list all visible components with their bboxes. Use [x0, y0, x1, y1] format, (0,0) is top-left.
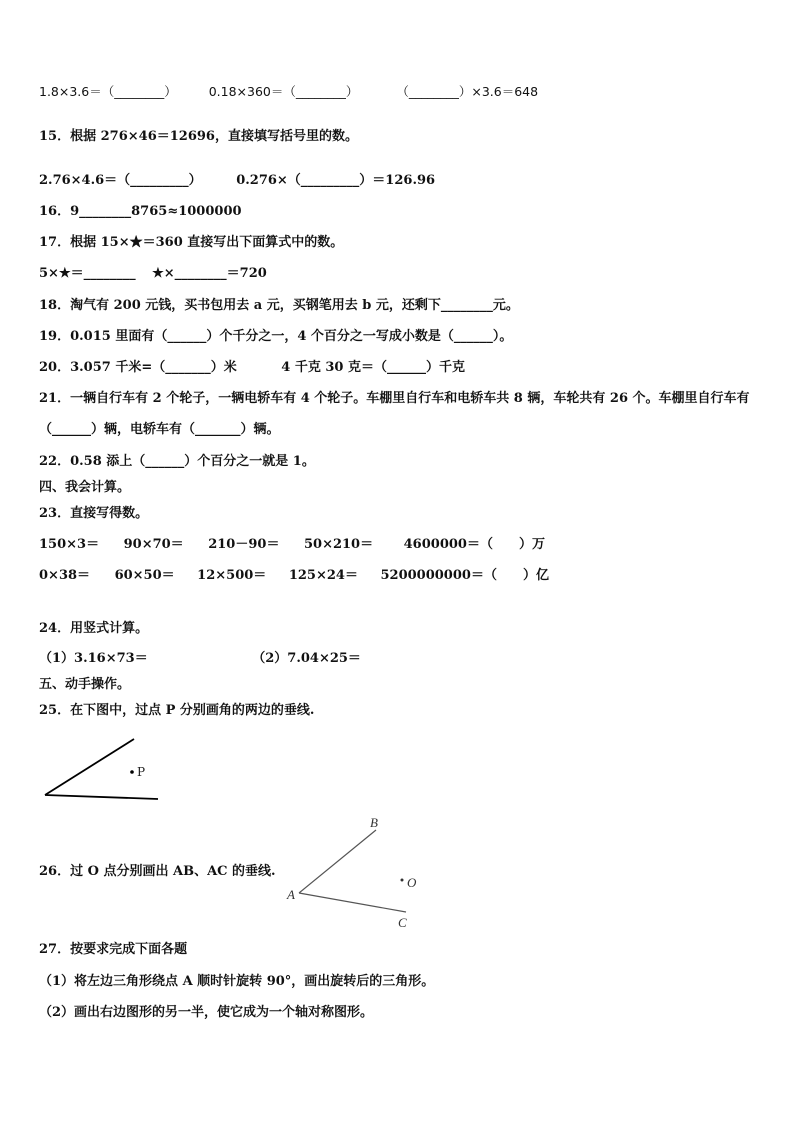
segment-ac	[299, 893, 406, 912]
point-a-label: A	[287, 887, 295, 902]
question-20	[39, 359, 465, 377]
question-26: 26．过 O 点分别画出 AB、AC 的垂线.	[39, 864, 276, 879]
point-o-label: O	[407, 875, 417, 890]
point-p-label: P	[137, 765, 146, 779]
calc-item: （1）3.16×73＝	[39, 651, 148, 666]
question-21: 21．一辆自行车有 2 个轮子，一辆电轿车有 4 个轮子。车棚里自行车和电轿车共 8 辆，车轮共有 26 个。车棚里自行车有（______）辆，电轿车有（_______）辆。	[39, 391, 750, 437]
calc-item: 50×210＝	[303, 537, 374, 552]
blank-expr: 0.276×（_________）＝126.96	[236, 173, 436, 188]
point-p	[130, 770, 134, 774]
question-22: 22．0.58 添上（______）个百分之一就是 1。	[39, 454, 315, 469]
calc-item: 0×38＝	[39, 568, 91, 583]
row-14	[39, 83, 538, 101]
question-24: 24．用竖式计算。	[39, 621, 149, 636]
calc-item: 4600000＝（ ）万	[403, 537, 545, 552]
row-23a	[39, 536, 545, 554]
blank-expr: 5×★＝________	[39, 266, 136, 281]
question-27: 27．按要求完成下面各题	[39, 942, 188, 957]
section-4-heading: 四、我会计算。	[39, 480, 131, 495]
calc-item: （2）7.04×25＝	[252, 651, 361, 666]
question-19: 19．0.015 里面有（______）个千分之一，4 个百分之一写成小数是（______）。	[39, 329, 513, 344]
calc-item: 90×70＝	[123, 537, 184, 552]
section-5-heading: 五、动手操作。	[39, 677, 131, 692]
calc-item: 125×24＝	[288, 568, 358, 583]
blank-expr: （________）×3.6＝648	[396, 84, 539, 99]
calc-item: 12×500＝	[197, 568, 267, 583]
question-17: 17．根据 15×★＝360 直接写出下面算式中的数。	[39, 235, 344, 250]
question-16: 16．9________8765≈1000000	[39, 204, 242, 219]
blank-expr: 20．3.057 千米=（_______）米	[39, 360, 237, 375]
row-23b	[39, 567, 549, 585]
blank-expr: 0.18×360＝（________）	[208, 84, 359, 99]
calc-item: 60×50＝	[114, 568, 175, 583]
blank-expr: 4 千克 30 克＝（______）千克	[281, 360, 465, 375]
blank-expr: ★×________＝720	[152, 266, 267, 281]
blank-expr: 2.76×4.6＝（_________）	[39, 173, 202, 188]
row-24	[39, 650, 361, 668]
angle-ray-upper	[45, 739, 134, 795]
angle-figure	[45, 739, 158, 799]
segment-ab	[299, 830, 376, 893]
calc-item: 5200000000＝（ ）亿	[380, 568, 549, 583]
calc-item: 210－90＝	[208, 537, 280, 552]
point-o	[401, 879, 404, 882]
point-b-label: B	[370, 815, 378, 830]
calc-item: 150×3＝	[39, 537, 100, 552]
blank-expr: 1.8×3.6＝（________）	[39, 84, 177, 99]
question-18: 18．淘气有 200 元钱，买书包用去 a 元，买钢笔用去 b 元，还剩下________元。	[39, 298, 519, 313]
angle-ray-lower	[45, 795, 158, 799]
question-25: 25．在下图中，过点 P 分别画角的两边的垂线.	[39, 703, 315, 718]
point-c-label: C	[398, 915, 407, 930]
angle-bac-figure	[286, 815, 417, 930]
question-27-part-2: （2）画出右边图形的另一半，使它成为一个轴对称图形。	[39, 1005, 374, 1020]
row-15	[39, 172, 435, 190]
question-27-part-1: （1）将左边三角形绕点 A 顺时针旋转 90°，画出旋转后的三角形。	[39, 974, 435, 989]
question-23: 23．直接写得数。	[39, 506, 149, 521]
row-17	[39, 265, 267, 283]
question-15: 15．根据 276×46＝12696，直接填写括号里的数。	[39, 129, 358, 144]
